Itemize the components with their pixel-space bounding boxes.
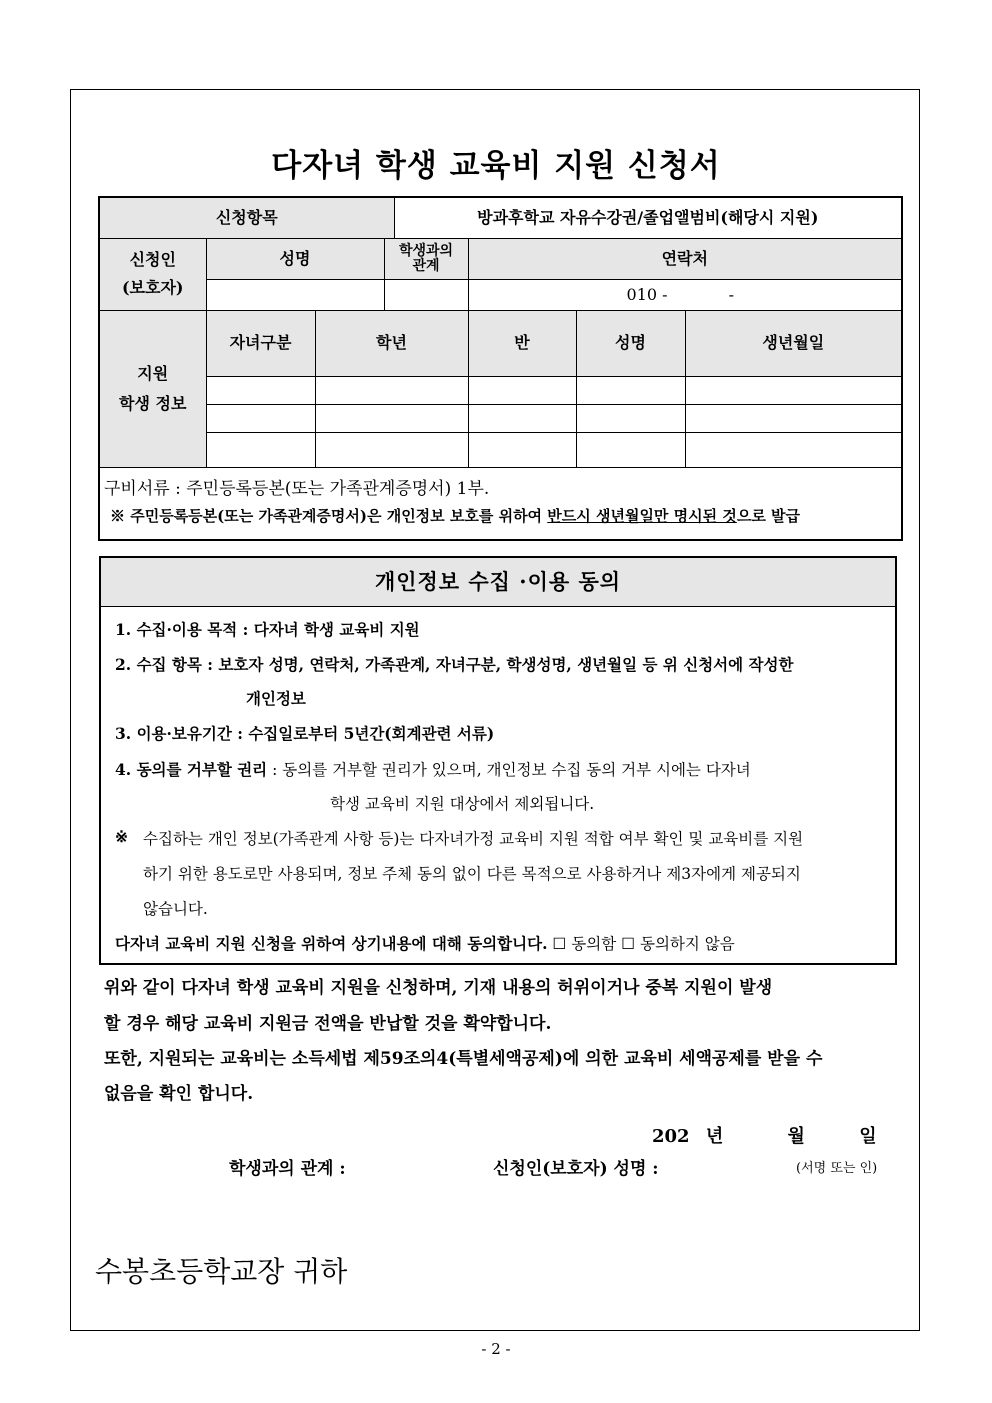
student-cell[interactable] <box>576 404 685 432</box>
privacy-consent-box <box>99 556 897 965</box>
consent-item-4: 4. 동의를 거부할 권리 : 동의를 거부할 권리가 있으며, 개인정보 수집 동의 거부 시에는 다자녀 <box>115 760 751 779</box>
student-cell[interactable] <box>685 376 902 404</box>
student-cell[interactable] <box>315 404 468 432</box>
recipient: 수봉초등학교장 귀하 <box>95 1255 348 1288</box>
date-year-unit: 년 <box>705 1126 724 1147</box>
required-documents-note <box>99 467 902 540</box>
student-cell[interactable] <box>685 432 902 467</box>
page-number: - 2 - <box>481 1340 511 1358</box>
consent-item-4-continued: 학생 교육비 지원 대상에서 제외됩니다. <box>330 795 595 813</box>
consent-item-3: 3. 이용·보유기간 : 수집일로부터 5년간(회계관련 서류) <box>115 724 495 743</box>
student-cell[interactable] <box>685 404 902 432</box>
col-birthdate: 생년월일 <box>685 310 902 376</box>
documents-warning: ※ 주민등록등본(또는 가족관계증명서)은 개인정보 보호를 위하여 반드시 생년월일만 명시된 것으로 발급 <box>110 506 801 525</box>
student-cell[interactable] <box>315 376 468 404</box>
student-cell[interactable] <box>576 432 685 467</box>
col-class: 반 <box>468 310 576 376</box>
table-row <box>99 404 902 432</box>
apply-item-value: 방과후학교 자유수강권/졸업앨범비(해당시 지원) <box>394 197 902 238</box>
student-cell[interactable] <box>206 432 315 467</box>
documents-text: 구비서류 : 주민등록등본(또는 가족관계증명서) 1부. <box>104 479 490 500</box>
relation-signature-label: 학생과의 관계 : <box>229 1159 346 1179</box>
pledge-line-1: 위와 같이 다자녀 학생 교육비 지원을 신청하며, 기재 내용의 허위이거나 중복 지원이 발생 <box>104 978 773 998</box>
disagree-checkbox[interactable]: ☐ <box>621 935 636 953</box>
pledge-line-4: 없음을 확인 합니다. <box>104 1084 254 1104</box>
apply-item-label: 신청항목 <box>99 197 394 238</box>
date-day-unit: 일 <box>859 1126 877 1147</box>
applicant-name-field[interactable] <box>206 279 384 310</box>
table-row <box>99 432 902 467</box>
application-table <box>98 196 903 541</box>
student-cell[interactable] <box>576 376 685 404</box>
agree-checkbox[interactable]: ☐ <box>552 935 567 953</box>
consent-item-1: 1. 수집·이용 목적 : 다자녀 학생 교육비 지원 <box>115 620 420 639</box>
applicant-label: 신청인 (보호자) <box>99 238 206 310</box>
consent-agreement-line: 다자녀 교육비 지원 신청을 위하여 상기내용에 대해 동의합니다. ☐ 동의함 ☐ 동의하지 않음 <box>115 934 735 953</box>
applicant-name-header: 성명 <box>206 238 384 279</box>
signature-note: (서명 또는 인) <box>796 1161 878 1176</box>
student-cell[interactable] <box>468 376 576 404</box>
pledge-line-2: 할 경우 해당 교육비 지원금 전액을 반납할 것을 확약합니다. <box>104 1014 552 1034</box>
agree-option-label: 동의함 <box>571 935 617 953</box>
consent-item-2-continued: 개인정보 <box>246 689 306 708</box>
student-cell[interactable] <box>206 404 315 432</box>
date-month-unit: 월 <box>787 1126 805 1147</box>
applicant-signature-label: 신청인(보호자) 성명 : <box>493 1159 659 1179</box>
contact-separator: - <box>728 284 735 304</box>
student-cell[interactable] <box>206 376 315 404</box>
col-grade: 학년 <box>315 310 468 376</box>
student-cell[interactable] <box>468 432 576 467</box>
col-student-name: 성명 <box>576 310 685 376</box>
consent-note-line-3: 않습니다. <box>143 900 208 918</box>
consent-item-2: 2. 수집 항목 : 보호자 성명, 연락처, 가족관계, 자녀구분, 학생성명, 생년월일 등 위 신청서에 작성한 <box>115 655 794 674</box>
disagree-option-label: 동의하지 않음 <box>639 935 735 953</box>
consent-note-mark: ※ <box>115 827 128 846</box>
student-cell[interactable] <box>468 404 576 432</box>
date-year: 202 <box>652 1126 690 1147</box>
consent-note-line-2: 하기 위한 용도로만 사용되며, 정보 주체 동의 없이 다른 목적으로 사용하거나 제3자에게 제공되지 <box>143 865 801 883</box>
pledge-line-3: 또한, 지원되는 교육비는 소득세법 제59조의4(특별세액공제)에 의한 교육비 세액공제를 받을 수 <box>104 1049 823 1069</box>
contact-header: 연락처 <box>468 238 902 279</box>
student-info-label: 지원 학생 정보 <box>99 310 206 467</box>
relation-header: 학생과의 관계 <box>384 238 468 279</box>
col-child-type: 자녀구분 <box>206 310 315 376</box>
relation-field[interactable] <box>384 279 468 310</box>
contact-prefix: 010 - <box>626 284 668 304</box>
consent-header: 개인정보 수집 ·이용 동의 <box>101 558 895 607</box>
consent-note-line-1: 수집하는 개인 정보(가족관계 사항 등)는 다자녀가정 교육비 지원 적합 여부 확인 및 교육비를 지원 <box>143 830 804 848</box>
date-line <box>652 1122 877 1148</box>
page-title: 다자녀 학생 교육비 지원 신청서 <box>271 148 721 184</box>
contact-field[interactable] <box>468 279 902 310</box>
table-row <box>99 376 902 404</box>
student-cell[interactable] <box>315 432 468 467</box>
